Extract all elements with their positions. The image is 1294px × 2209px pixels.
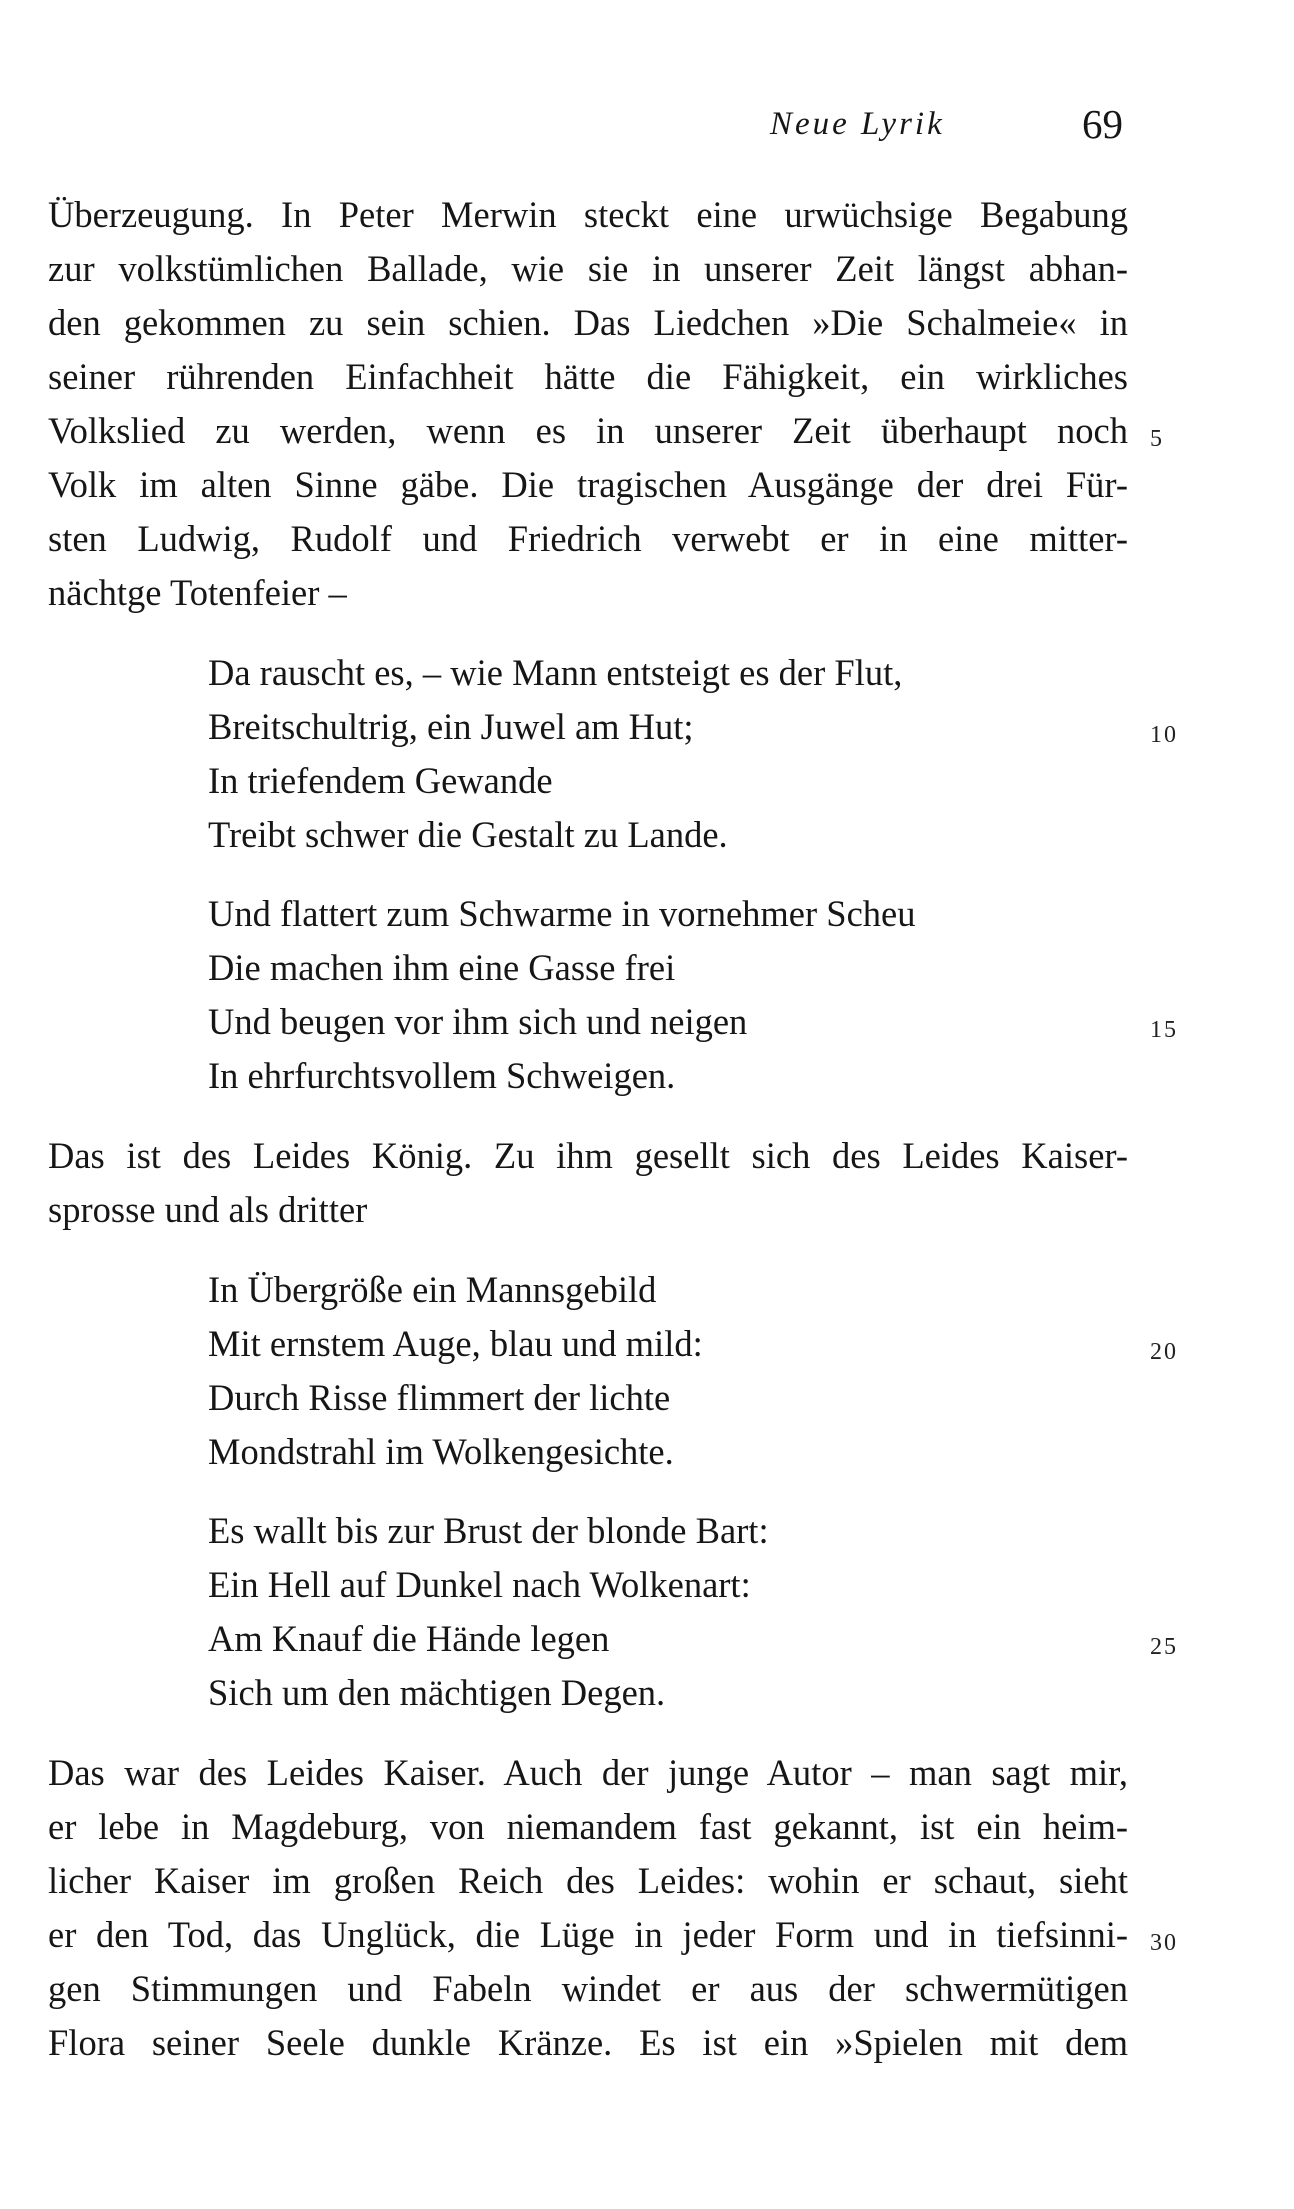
verse-line: Ein Hell auf Dunkel nach Wolkenart: xyxy=(208,1564,751,1605)
text-line: er den Tod, das Unglück, die Lüge in jeder Form und in tiefsinni- xyxy=(48,1914,1128,1955)
text-line: er lebe in Magdeburg, von niemandem fast gekannt, ist ein heim- xyxy=(48,1806,1128,1847)
verse-line: Es wallt bis zur Brust der blonde Bart: xyxy=(208,1510,769,1551)
text-line: seiner rührenden Einfachheit hätte die Fähigkeit, ein wirkliches xyxy=(48,356,1128,397)
verse-line: Und beugen vor ihm sich und neigen xyxy=(208,1001,748,1042)
text-line: Flora seiner Seele dunkle Kränze. Es ist ein »Spielen mit dem xyxy=(48,2022,1128,2063)
text-line: sprosse und als dritter xyxy=(48,1189,368,1230)
text-line: nächtge Totenfeier – xyxy=(48,572,347,613)
text-line: Überzeugung. In Peter Merwin steckt eine urwüchsige Begabung xyxy=(48,194,1128,235)
text-line: gen Stimmungen und Fabeln windet er aus der schwermütigen xyxy=(48,1968,1128,2009)
verse-line: Durch Risse flimmert der lichte xyxy=(208,1377,671,1418)
text-line: den gekommen zu sein schien. Das Liedchen »Die Schalmeie« in xyxy=(48,302,1128,343)
verse-line: Und flattert zum Schwarme in vornehmer Scheu xyxy=(208,893,916,934)
verse-line: Treibt schwer die Gestalt zu Lande. xyxy=(208,814,728,855)
line-number: 10 xyxy=(1150,722,1178,748)
verse-line: Da rauscht es, – wie Mann entsteigt es der Flut, xyxy=(208,652,903,693)
text-line: licher Kaiser im großen Reich des Leides: wohin er schaut, sieht xyxy=(48,1860,1128,1901)
verse-line: Die machen ihm eine Gasse frei xyxy=(208,947,676,988)
text-line: Das war des Leides Kaiser. Auch der junge Autor – man sagt mir, xyxy=(48,1752,1128,1793)
line-number: 20 xyxy=(1150,1339,1178,1365)
line-number: 15 xyxy=(1150,1017,1178,1043)
line-number: 5 xyxy=(1150,426,1164,452)
verse-line: Breitschultrig, ein Juwel am Hut; xyxy=(208,706,694,747)
verse-line: Am Knauf die Hände legen xyxy=(208,1618,610,1659)
text-line: zur volkstümlichen Ballade, wie sie in unserer Zeit längst abhan- xyxy=(48,248,1128,289)
page-number: 69 xyxy=(1082,101,1123,147)
running-head-title: Neue Lyrik xyxy=(770,106,945,142)
line-number: 30 xyxy=(1150,1930,1178,1956)
verse-line: Mondstrahl im Wolkengesichte. xyxy=(208,1431,674,1472)
verse-line: Sich um den mächtigen Degen. xyxy=(208,1672,666,1713)
running-head xyxy=(0,100,1294,160)
line-number: 25 xyxy=(1150,1634,1178,1660)
text-line: Das ist des Leides König. Zu ihm gesellt sich des Leides Kaiser- xyxy=(48,1135,1128,1176)
verse-line: In triefendem Gewande xyxy=(208,760,553,801)
text-line: Volkslied zu werden, wenn es in unserer Zeit überhaupt noch xyxy=(48,410,1128,451)
verse-line: Mit ernstem Auge, blau und mild: xyxy=(208,1323,703,1364)
text-line: Volk im alten Sinne gäbe. Die tragischen Ausgänge der drei Für- xyxy=(48,464,1128,505)
verse-line: In ehrfurchtsvollem Schweigen. xyxy=(208,1055,676,1096)
text-line: sten Ludwig, Rudolf und Friedrich verwebt er in eine mitter- xyxy=(48,518,1128,559)
verse-line: In Übergröße ein Mannsgebild xyxy=(208,1269,657,1310)
